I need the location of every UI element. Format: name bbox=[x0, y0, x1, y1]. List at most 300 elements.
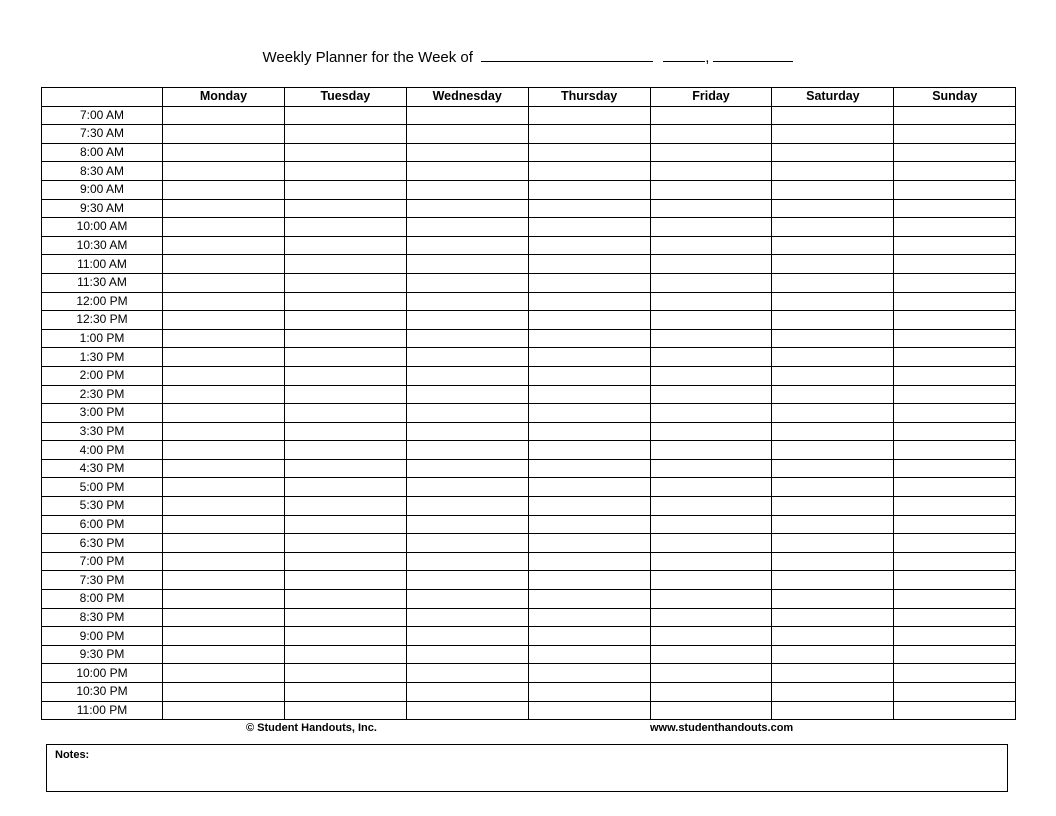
schedule-cell-monday[interactable] bbox=[163, 664, 285, 683]
schedule-cell-saturday[interactable] bbox=[772, 497, 894, 516]
schedule-cell-wednesday[interactable] bbox=[406, 645, 528, 664]
schedule-cell-thursday[interactable] bbox=[528, 515, 650, 534]
schedule-cell-friday[interactable] bbox=[650, 627, 772, 646]
schedule-cell-saturday[interactable] bbox=[772, 683, 894, 702]
schedule-cell-saturday[interactable] bbox=[772, 162, 894, 181]
schedule-cell-monday[interactable] bbox=[163, 311, 285, 330]
schedule-cell-friday[interactable] bbox=[650, 590, 772, 609]
schedule-cell-tuesday[interactable] bbox=[284, 292, 406, 311]
schedule-cell-friday[interactable] bbox=[650, 664, 772, 683]
schedule-cell-friday[interactable] bbox=[650, 608, 772, 627]
time-slot-row bbox=[42, 255, 1016, 274]
schedule-cell-monday[interactable] bbox=[163, 125, 285, 144]
schedule-cell-thursday[interactable] bbox=[528, 162, 650, 181]
schedule-cell-wednesday[interactable] bbox=[406, 311, 528, 330]
schedule-cell-monday[interactable] bbox=[163, 180, 285, 199]
schedule-cell-sunday[interactable] bbox=[894, 218, 1016, 237]
schedule-cell-monday[interactable] bbox=[163, 627, 285, 646]
schedule-cell-thursday[interactable] bbox=[528, 199, 650, 218]
schedule-cell-wednesday[interactable] bbox=[406, 497, 528, 516]
schedule-cell-thursday[interactable] bbox=[528, 329, 650, 348]
schedule-cell-wednesday[interactable] bbox=[406, 255, 528, 274]
schedule-cell-friday[interactable] bbox=[650, 125, 772, 144]
schedule-cell-sunday[interactable] bbox=[894, 645, 1016, 664]
schedule-cell-monday[interactable] bbox=[163, 292, 285, 311]
schedule-cell-tuesday[interactable] bbox=[284, 143, 406, 162]
time-slot-row bbox=[42, 236, 1016, 255]
time-slot-row bbox=[42, 348, 1016, 367]
schedule-cell-saturday[interactable] bbox=[772, 627, 894, 646]
schedule-cell-monday[interactable] bbox=[163, 162, 285, 181]
day-header-tuesday: Tuesday bbox=[284, 88, 406, 107]
schedule-cell-sunday[interactable] bbox=[894, 162, 1016, 181]
schedule-cell-friday[interactable] bbox=[650, 404, 772, 423]
schedule-cell-tuesday[interactable] bbox=[284, 329, 406, 348]
schedule-cell-tuesday[interactable] bbox=[284, 608, 406, 627]
time-label: 1:00 PM bbox=[42, 329, 163, 348]
time-label: 10:30 AM bbox=[42, 236, 163, 255]
schedule-cell-sunday[interactable] bbox=[894, 125, 1016, 144]
schedule-cell-monday[interactable] bbox=[163, 701, 285, 720]
schedule-cell-saturday[interactable] bbox=[772, 236, 894, 255]
schedule-cell-monday[interactable] bbox=[163, 218, 285, 237]
schedule-cell-sunday[interactable] bbox=[894, 404, 1016, 423]
schedule-cell-tuesday[interactable] bbox=[284, 180, 406, 199]
schedule-cell-thursday[interactable] bbox=[528, 608, 650, 627]
schedule-cell-wednesday[interactable] bbox=[406, 236, 528, 255]
schedule-cell-thursday[interactable] bbox=[528, 441, 650, 460]
time-slot-row bbox=[42, 143, 1016, 162]
notes-label: Notes: bbox=[55, 749, 90, 761]
schedule-cell-saturday[interactable] bbox=[772, 348, 894, 367]
schedule-cell-wednesday[interactable] bbox=[406, 478, 528, 497]
schedule-cell-friday[interactable] bbox=[650, 180, 772, 199]
schedule-cell-thursday[interactable] bbox=[528, 180, 650, 199]
schedule-cell-monday[interactable] bbox=[163, 143, 285, 162]
schedule-cell-tuesday[interactable] bbox=[284, 645, 406, 664]
time-label: 11:30 AM bbox=[42, 273, 163, 292]
schedule-cell-monday[interactable] bbox=[163, 441, 285, 460]
schedule-cell-monday[interactable] bbox=[163, 590, 285, 609]
schedule-cell-wednesday[interactable] bbox=[406, 162, 528, 181]
title-comma: , bbox=[705, 49, 710, 66]
time-label: 6:30 PM bbox=[42, 534, 163, 553]
schedule-cell-wednesday[interactable] bbox=[406, 552, 528, 571]
schedule-cell-tuesday[interactable] bbox=[284, 683, 406, 702]
schedule-cell-friday[interactable] bbox=[650, 329, 772, 348]
schedule-cell-friday[interactable] bbox=[650, 552, 772, 571]
time-column-header bbox=[42, 88, 163, 107]
schedule-cell-friday[interactable] bbox=[650, 497, 772, 516]
time-label: 2:00 PM bbox=[42, 366, 163, 385]
schedule-cell-sunday[interactable] bbox=[894, 590, 1016, 609]
schedule-cell-wednesday[interactable] bbox=[406, 608, 528, 627]
schedule-cell-wednesday[interactable] bbox=[406, 348, 528, 367]
schedule-cell-sunday[interactable] bbox=[894, 534, 1016, 553]
schedule-cell-saturday[interactable] bbox=[772, 404, 894, 423]
time-slot-row bbox=[42, 385, 1016, 404]
time-slot-row bbox=[42, 683, 1016, 702]
schedule-cell-tuesday[interactable] bbox=[284, 366, 406, 385]
schedule-cell-tuesday[interactable] bbox=[284, 497, 406, 516]
schedule-cell-saturday[interactable] bbox=[772, 459, 894, 478]
schedule-cell-sunday[interactable] bbox=[894, 311, 1016, 330]
schedule-cell-friday[interactable] bbox=[650, 311, 772, 330]
schedule-cell-friday[interactable] bbox=[650, 701, 772, 720]
time-label: 10:30 PM bbox=[42, 683, 163, 702]
schedule-cell-wednesday[interactable] bbox=[406, 571, 528, 590]
schedule-cell-sunday[interactable] bbox=[894, 422, 1016, 441]
schedule-cell-sunday[interactable] bbox=[894, 683, 1016, 702]
schedule-cell-thursday[interactable] bbox=[528, 125, 650, 144]
schedule-cell-thursday[interactable] bbox=[528, 497, 650, 516]
schedule-cell-monday[interactable] bbox=[163, 199, 285, 218]
schedule-cell-sunday[interactable] bbox=[894, 478, 1016, 497]
schedule-cell-friday[interactable] bbox=[650, 422, 772, 441]
schedule-cell-saturday[interactable] bbox=[772, 292, 894, 311]
time-slot-row bbox=[42, 515, 1016, 534]
schedule-cell-wednesday[interactable] bbox=[406, 143, 528, 162]
schedule-cell-monday[interactable] bbox=[163, 552, 285, 571]
time-slot-row bbox=[42, 422, 1016, 441]
time-label: 7:00 AM bbox=[42, 106, 163, 125]
schedule-cell-monday[interactable] bbox=[163, 236, 285, 255]
schedule-cell-monday[interactable] bbox=[163, 366, 285, 385]
schedule-cell-tuesday[interactable] bbox=[284, 255, 406, 274]
time-label: 5:00 PM bbox=[42, 478, 163, 497]
schedule-cell-wednesday[interactable] bbox=[406, 701, 528, 720]
schedule-cell-saturday[interactable] bbox=[772, 534, 894, 553]
schedule-cell-tuesday[interactable] bbox=[284, 199, 406, 218]
schedule-cell-wednesday[interactable] bbox=[406, 534, 528, 553]
schedule-cell-friday[interactable] bbox=[650, 273, 772, 292]
header-row bbox=[42, 88, 1016, 107]
schedule-cell-monday[interactable] bbox=[163, 348, 285, 367]
schedule-cell-monday[interactable] bbox=[163, 106, 285, 125]
schedule-cell-wednesday[interactable] bbox=[406, 366, 528, 385]
schedule-cell-saturday[interactable] bbox=[772, 329, 894, 348]
schedule-cell-thursday[interactable] bbox=[528, 385, 650, 404]
time-label: 4:00 PM bbox=[42, 441, 163, 460]
schedule-cell-wednesday[interactable] bbox=[406, 441, 528, 460]
schedule-cell-saturday[interactable] bbox=[772, 180, 894, 199]
schedule-cell-tuesday[interactable] bbox=[284, 348, 406, 367]
schedule-cell-saturday[interactable] bbox=[772, 664, 894, 683]
time-label: 9:00 AM bbox=[42, 180, 163, 199]
schedule-cell-tuesday[interactable] bbox=[284, 162, 406, 181]
schedule-cell-thursday[interactable] bbox=[528, 366, 650, 385]
time-slot-row bbox=[42, 552, 1016, 571]
time-label: 11:00 AM bbox=[42, 255, 163, 274]
schedule-cell-tuesday[interactable] bbox=[284, 534, 406, 553]
schedule-cell-saturday[interactable] bbox=[772, 441, 894, 460]
schedule-cell-thursday[interactable] bbox=[528, 645, 650, 664]
schedule-cell-sunday[interactable] bbox=[894, 385, 1016, 404]
schedule-cell-saturday[interactable] bbox=[772, 552, 894, 571]
time-label: 7:30 PM bbox=[42, 571, 163, 590]
schedule-cell-tuesday[interactable] bbox=[284, 459, 406, 478]
schedule-cell-friday[interactable] bbox=[650, 366, 772, 385]
schedule-cell-monday[interactable] bbox=[163, 683, 285, 702]
day-header-sunday: Sunday bbox=[894, 88, 1016, 107]
time-slot-row bbox=[42, 125, 1016, 144]
schedule-cell-wednesday[interactable] bbox=[406, 683, 528, 702]
schedule-cell-tuesday[interactable] bbox=[284, 106, 406, 125]
schedule-cell-sunday[interactable] bbox=[894, 199, 1016, 218]
schedule-cell-saturday[interactable] bbox=[772, 366, 894, 385]
schedule-cell-thursday[interactable] bbox=[528, 683, 650, 702]
schedule-cell-monday[interactable] bbox=[163, 385, 285, 404]
schedule-cell-wednesday[interactable] bbox=[406, 459, 528, 478]
schedule-cell-saturday[interactable] bbox=[772, 125, 894, 144]
schedule-cell-friday[interactable] bbox=[650, 683, 772, 702]
time-slot-row bbox=[42, 497, 1016, 516]
schedule-cell-monday[interactable] bbox=[163, 255, 285, 274]
schedule-cell-sunday[interactable] bbox=[894, 701, 1016, 720]
schedule-cell-monday[interactable] bbox=[163, 459, 285, 478]
schedule-cell-saturday[interactable] bbox=[772, 106, 894, 125]
schedule-cell-tuesday[interactable] bbox=[284, 385, 406, 404]
schedule-cell-friday[interactable] bbox=[650, 162, 772, 181]
schedule-cell-monday[interactable] bbox=[163, 515, 285, 534]
time-label: 6:00 PM bbox=[42, 515, 163, 534]
schedule-cell-friday[interactable] bbox=[650, 459, 772, 478]
time-slot-row bbox=[42, 645, 1016, 664]
schedule-cell-thursday[interactable] bbox=[528, 664, 650, 683]
schedule-cell-friday[interactable] bbox=[650, 236, 772, 255]
schedule-cell-sunday[interactable] bbox=[894, 441, 1016, 460]
schedule-cell-friday[interactable] bbox=[650, 199, 772, 218]
time-label: 3:30 PM bbox=[42, 422, 163, 441]
schedule-cell-thursday[interactable] bbox=[528, 143, 650, 162]
time-slot-row bbox=[42, 571, 1016, 590]
schedule-cell-tuesday[interactable] bbox=[284, 273, 406, 292]
schedule-cell-sunday[interactable] bbox=[894, 571, 1016, 590]
year-blank-field[interactable] bbox=[713, 46, 793, 62]
schedule-cell-friday[interactable] bbox=[650, 348, 772, 367]
copyright-text: © Student Handouts, Inc. bbox=[246, 722, 377, 734]
time-slot-row bbox=[42, 180, 1016, 199]
schedule-cell-saturday[interactable] bbox=[772, 143, 894, 162]
time-label: 8:00 AM bbox=[42, 143, 163, 162]
schedule-cell-sunday[interactable] bbox=[894, 329, 1016, 348]
schedule-cell-wednesday[interactable] bbox=[406, 627, 528, 646]
time-slot-row bbox=[42, 701, 1016, 720]
schedule-cell-thursday[interactable] bbox=[528, 552, 650, 571]
schedule-cell-saturday[interactable] bbox=[772, 385, 894, 404]
schedule-cell-friday[interactable] bbox=[650, 106, 772, 125]
schedule-cell-wednesday[interactable] bbox=[406, 199, 528, 218]
schedule-cell-wednesday[interactable] bbox=[406, 106, 528, 125]
time-label: 12:00 PM bbox=[42, 292, 163, 311]
time-slot-row bbox=[42, 608, 1016, 627]
schedule-cell-saturday[interactable] bbox=[772, 515, 894, 534]
schedule-cell-thursday[interactable] bbox=[528, 590, 650, 609]
schedule-cell-sunday[interactable] bbox=[894, 143, 1016, 162]
schedule-cell-tuesday[interactable] bbox=[284, 311, 406, 330]
schedule-cell-tuesday[interactable] bbox=[284, 515, 406, 534]
schedule-cell-thursday[interactable] bbox=[528, 571, 650, 590]
schedule-cell-tuesday[interactable] bbox=[284, 552, 406, 571]
schedule-cell-thursday[interactable] bbox=[528, 106, 650, 125]
time-slot-row bbox=[42, 590, 1016, 609]
schedule-cell-tuesday[interactable] bbox=[284, 236, 406, 255]
week-blank-field[interactable] bbox=[481, 46, 653, 62]
day-header-thursday: Thursday bbox=[528, 88, 650, 107]
schedule-cell-monday[interactable] bbox=[163, 273, 285, 292]
schedule-cell-monday[interactable] bbox=[163, 329, 285, 348]
schedule-cell-thursday[interactable] bbox=[528, 534, 650, 553]
time-slot-row bbox=[42, 273, 1016, 292]
schedule-cell-wednesday[interactable] bbox=[406, 329, 528, 348]
schedule-cell-tuesday[interactable] bbox=[284, 627, 406, 646]
schedule-cell-saturday[interactable] bbox=[772, 422, 894, 441]
schedule-cell-thursday[interactable] bbox=[528, 404, 650, 423]
schedule-cell-monday[interactable] bbox=[163, 478, 285, 497]
schedule-cell-monday[interactable] bbox=[163, 497, 285, 516]
schedule-cell-sunday[interactable] bbox=[894, 255, 1016, 274]
schedule-cell-thursday[interactable] bbox=[528, 701, 650, 720]
time-slot-row bbox=[42, 311, 1016, 330]
schedule-cell-thursday[interactable] bbox=[528, 478, 650, 497]
schedule-cell-wednesday[interactable] bbox=[406, 125, 528, 144]
schedule-cell-friday[interactable] bbox=[650, 645, 772, 664]
time-slot-row bbox=[42, 404, 1016, 423]
schedule-cell-sunday[interactable] bbox=[894, 515, 1016, 534]
schedule-cell-thursday[interactable] bbox=[528, 218, 650, 237]
schedule-cell-wednesday[interactable] bbox=[406, 590, 528, 609]
schedule-cell-tuesday[interactable] bbox=[284, 571, 406, 590]
schedule-cell-sunday[interactable] bbox=[894, 273, 1016, 292]
schedule-cell-monday[interactable] bbox=[163, 422, 285, 441]
schedule-cell-saturday[interactable] bbox=[772, 645, 894, 664]
schedule-cell-saturday[interactable] bbox=[772, 571, 894, 590]
schedule-cell-sunday[interactable] bbox=[894, 348, 1016, 367]
schedule-cell-wednesday[interactable] bbox=[406, 273, 528, 292]
time-slot-row bbox=[42, 459, 1016, 478]
schedule-cell-sunday[interactable] bbox=[894, 106, 1016, 125]
schedule-cell-sunday[interactable] bbox=[894, 552, 1016, 571]
day-blank-field[interactable] bbox=[663, 46, 705, 62]
day-header-friday: Friday bbox=[650, 88, 772, 107]
schedule-cell-thursday[interactable] bbox=[528, 292, 650, 311]
time-slot-row bbox=[42, 441, 1016, 460]
schedule-cell-thursday[interactable] bbox=[528, 627, 650, 646]
time-label: 10:00 AM bbox=[42, 218, 163, 237]
time-slot-row bbox=[42, 627, 1016, 646]
schedule-cell-sunday[interactable] bbox=[894, 366, 1016, 385]
time-slot-row bbox=[42, 199, 1016, 218]
schedule-cell-monday[interactable] bbox=[163, 404, 285, 423]
schedule-cell-monday[interactable] bbox=[163, 571, 285, 590]
schedule-cell-friday[interactable] bbox=[650, 385, 772, 404]
schedule-cell-thursday[interactable] bbox=[528, 255, 650, 274]
time-slot-row bbox=[42, 366, 1016, 385]
schedule-cell-wednesday[interactable] bbox=[406, 664, 528, 683]
schedule-cell-friday[interactable] bbox=[650, 143, 772, 162]
schedule-cell-sunday[interactable] bbox=[894, 664, 1016, 683]
schedule-cell-monday[interactable] bbox=[163, 608, 285, 627]
schedule-cell-saturday[interactable] bbox=[772, 218, 894, 237]
schedule-cell-friday[interactable] bbox=[650, 515, 772, 534]
time-label: 9:30 AM bbox=[42, 199, 163, 218]
schedule-cell-thursday[interactable] bbox=[528, 459, 650, 478]
schedule-cell-sunday[interactable] bbox=[894, 497, 1016, 516]
time-slot-row bbox=[42, 218, 1016, 237]
schedule-cell-saturday[interactable] bbox=[772, 701, 894, 720]
schedule-cell-thursday[interactable] bbox=[528, 311, 650, 330]
schedule-cell-tuesday[interactable] bbox=[284, 422, 406, 441]
schedule-cell-wednesday[interactable] bbox=[406, 218, 528, 237]
schedule-cell-tuesday[interactable] bbox=[284, 404, 406, 423]
schedule-cell-monday[interactable] bbox=[163, 645, 285, 664]
schedule-cell-monday[interactable] bbox=[163, 534, 285, 553]
schedule-cell-saturday[interactable] bbox=[772, 255, 894, 274]
schedule-cell-tuesday[interactable] bbox=[284, 441, 406, 460]
page-title bbox=[0, 46, 1056, 68]
schedule-cell-thursday[interactable] bbox=[528, 348, 650, 367]
schedule-cell-sunday[interactable] bbox=[894, 292, 1016, 311]
time-label: 8:30 AM bbox=[42, 162, 163, 181]
schedule-cell-tuesday[interactable] bbox=[284, 590, 406, 609]
schedule-cell-friday[interactable] bbox=[650, 292, 772, 311]
schedule-cell-thursday[interactable] bbox=[528, 422, 650, 441]
time-label: 5:30 PM bbox=[42, 497, 163, 516]
schedule-cell-tuesday[interactable] bbox=[284, 218, 406, 237]
time-label: 12:30 PM bbox=[42, 311, 163, 330]
schedule-cell-saturday[interactable] bbox=[772, 273, 894, 292]
schedule-cell-sunday[interactable] bbox=[894, 236, 1016, 255]
schedule-cell-thursday[interactable] bbox=[528, 273, 650, 292]
time-slot-row bbox=[42, 162, 1016, 181]
schedule-cell-friday[interactable] bbox=[650, 218, 772, 237]
schedule-cell-wednesday[interactable] bbox=[406, 385, 528, 404]
schedule-cell-sunday[interactable] bbox=[894, 180, 1016, 199]
schedule-cell-saturday[interactable] bbox=[772, 199, 894, 218]
schedule-cell-friday[interactable] bbox=[650, 534, 772, 553]
schedule-cell-friday[interactable] bbox=[650, 571, 772, 590]
time-slot-row bbox=[42, 329, 1016, 348]
schedule-cell-friday[interactable] bbox=[650, 478, 772, 497]
schedule-cell-wednesday[interactable] bbox=[406, 404, 528, 423]
schedule-cell-tuesday[interactable] bbox=[284, 478, 406, 497]
schedule-cell-wednesday[interactable] bbox=[406, 422, 528, 441]
time-label: 9:00 PM bbox=[42, 627, 163, 646]
notes-box[interactable] bbox=[46, 744, 1008, 792]
time-slot-row bbox=[42, 664, 1016, 683]
schedule-cell-saturday[interactable] bbox=[772, 590, 894, 609]
schedule-cell-sunday[interactable] bbox=[894, 627, 1016, 646]
day-header-monday: Monday bbox=[163, 88, 285, 107]
schedule-cell-wednesday[interactable] bbox=[406, 292, 528, 311]
schedule-cell-tuesday[interactable] bbox=[284, 664, 406, 683]
schedule-cell-sunday[interactable] bbox=[894, 459, 1016, 478]
schedule-cell-wednesday[interactable] bbox=[406, 515, 528, 534]
schedule-cell-wednesday[interactable] bbox=[406, 180, 528, 199]
schedule-cell-tuesday[interactable] bbox=[284, 125, 406, 144]
schedule-cell-sunday[interactable] bbox=[894, 608, 1016, 627]
schedule-cell-saturday[interactable] bbox=[772, 311, 894, 330]
time-label: 8:00 PM bbox=[42, 590, 163, 609]
schedule-cell-tuesday[interactable] bbox=[284, 701, 406, 720]
schedule-cell-friday[interactable] bbox=[650, 255, 772, 274]
schedule-cell-friday[interactable] bbox=[650, 441, 772, 460]
schedule-cell-saturday[interactable] bbox=[772, 608, 894, 627]
day-header-wednesday: Wednesday bbox=[406, 88, 528, 107]
time-slot-row bbox=[42, 106, 1016, 125]
schedule-cell-saturday[interactable] bbox=[772, 478, 894, 497]
schedule-cell-thursday[interactable] bbox=[528, 236, 650, 255]
